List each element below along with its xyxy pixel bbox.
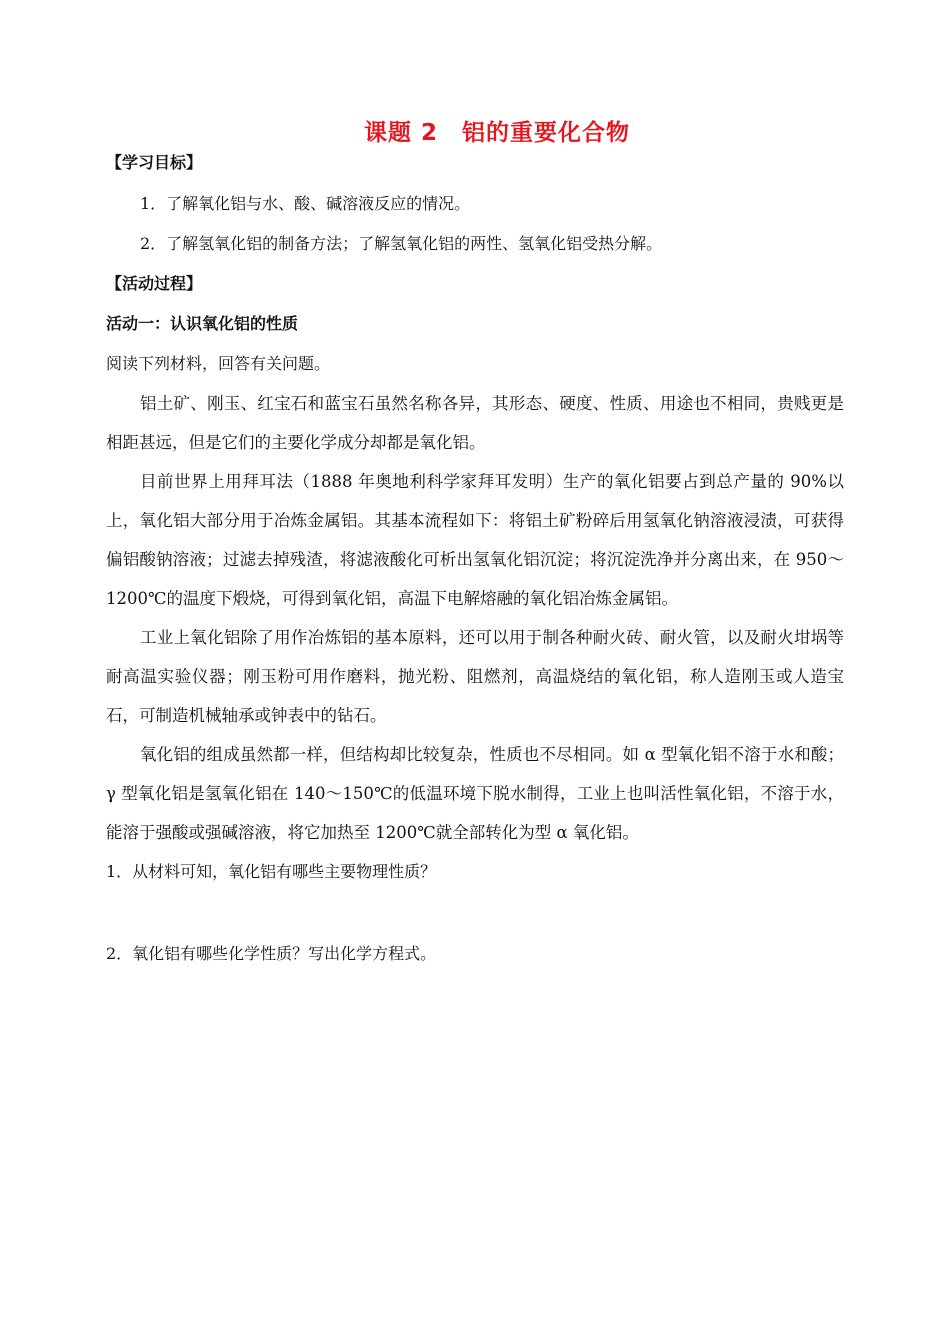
material-paragraph-2: 目前世界上用拜耳法（1888 年奥地利科学家拜耳发明）生产的氧化铝要占到总产量的 90%以上，氧化铝大部分用于冶炼金属铝。其基本流程如下：将铝土矿粉碎后用氢氧化钠溶液浸渍，可获得偏铝酸钠溶液；过滤去掉残渣，将滤液酸化可析出氢氧化铝沉淀；将沉淀洗净并分离出来，在 950～1200℃的温度下煅烧，可得到氧化铝，高温下电解熔融的氧化铝冶炼金属铝。 [106,472,844,608]
material-paragraph-4: 氧化铝的组成虽然都一样，但结构却比较复杂，性质也不尽相同。如 α 型氧化铝不溶于水和酸；γ 型氧化铝是氢氧化铝在 140～150℃的低温环境下脱水制得，工业上也叫活性氧化铝，不溶于水，能溶于强酸或强碱溶液，将它加热至 1200℃就全部转化为型 α 氧化铝。 [106,745,844,842]
activity-1-title: 活动一：认识氧化铝的性质 [106,314,299,333]
reading-instruction: 阅读下列材料，回答有关问题。 [106,354,331,373]
objective-item-2: 2．了解氢氧化铝的制备方法；了解氢氧化铝的两性、氢氧化铝受热分解。 [140,234,663,253]
material-paragraph-1: 铝土矿、刚玉、红宝石和蓝宝石虽然名称各异，其形态、硬度、性质、用途也不相同，贵贱更是相距甚远，但是它们的主要化学成分却都是氧化铝。 [106,394,844,452]
process-heading: 【活动过程】 [106,274,203,293]
material-paragraph-3: 工业上氧化铝除了用作冶炼铝的基本原料，还可以用于制各种耐火砖、耐火管，以及耐火坩埚等耐高温实验仪器；刚玉粉可用作磨料，抛光粉、阻燃剂，高温烧结的氧化铝，称人造刚玉或人造宝石，可制造机械轴承或钟表中的钻石。 [106,628,844,725]
question-2: 2．氧化铝有哪些化学性质？写出化学方程式。 [106,944,437,963]
objective-item-1: 1．了解氧化铝与水、酸、碱溶液反应的情况。 [140,194,471,213]
objectives-heading: 【学习目标】 [106,153,203,172]
question-1: 1．从材料可知，氧化铝有哪些主要物理性质？ [106,862,437,881]
page-title: 课题 2 铝的重要化合物 [363,120,630,146]
